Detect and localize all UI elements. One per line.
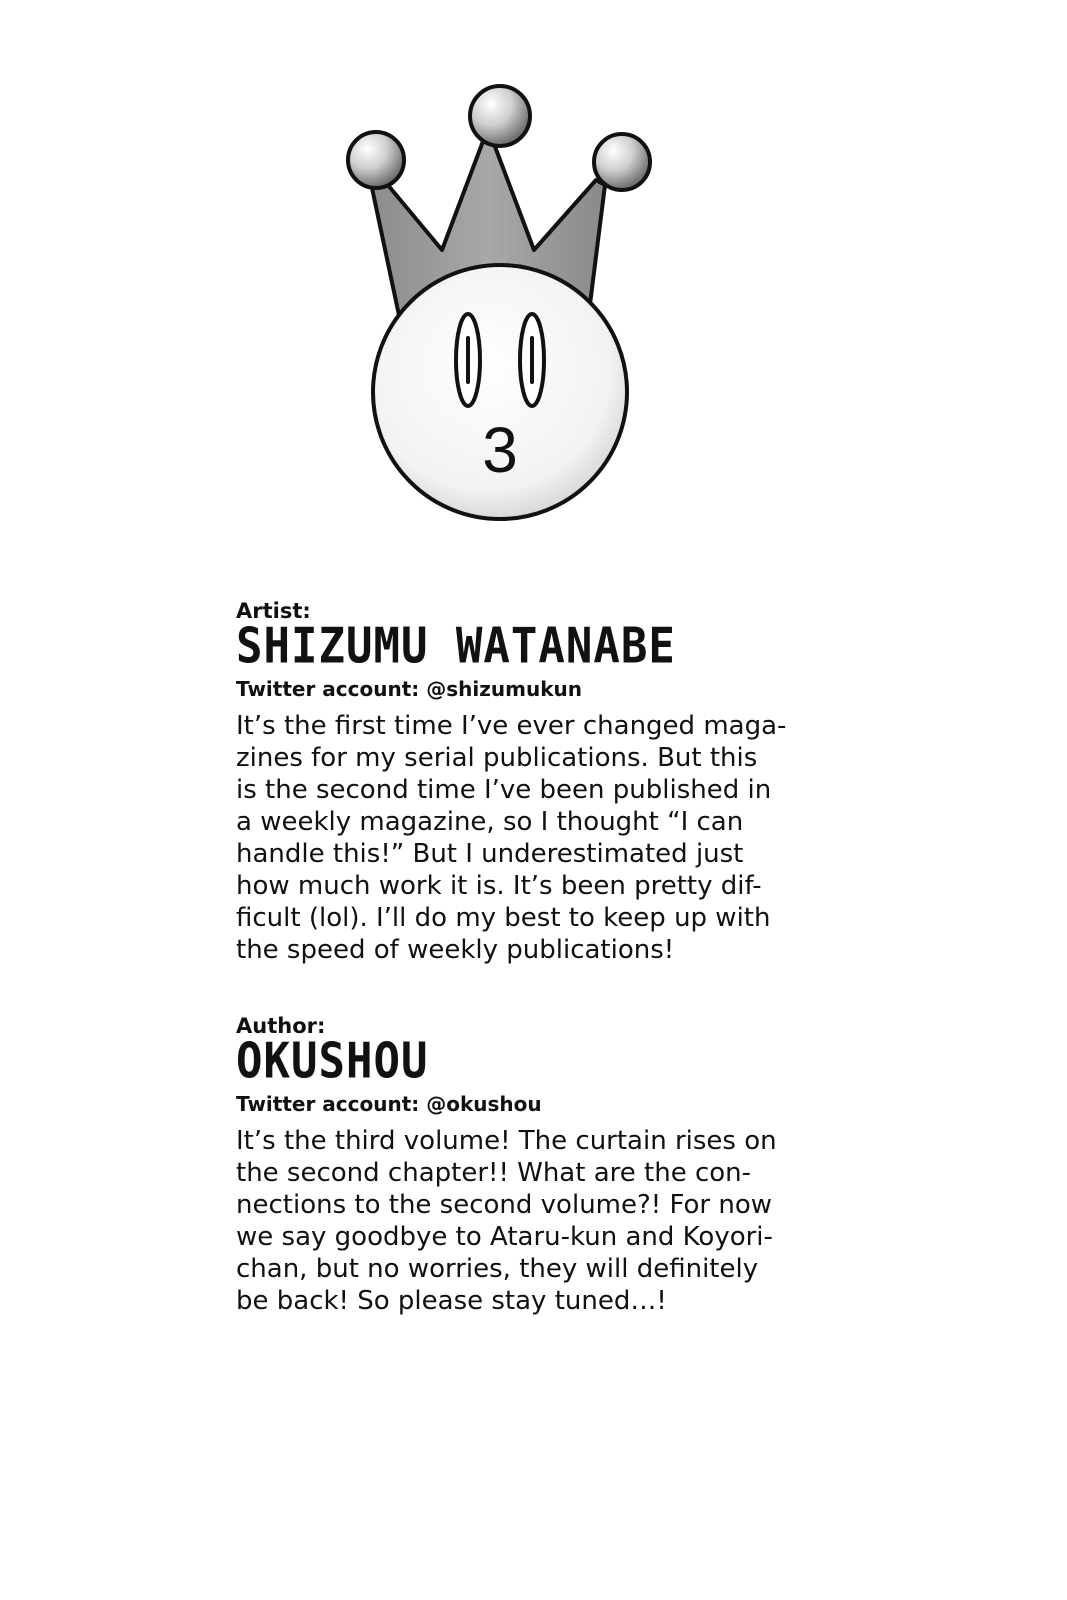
- author-blurb-line: nections to the second volume?! For now: [236, 1190, 773, 1220]
- author-blurb-line: chan, but no worries, they will definitely: [236, 1254, 759, 1284]
- crown-orb-right: [594, 134, 650, 190]
- author-blurb-line: the second chapter!! What are the con-: [236, 1158, 752, 1188]
- crown-orb-left: [348, 132, 404, 188]
- artist-section: [236, 598, 796, 966]
- artist-blurb-line: It’s the first time I’ve ever changed maga-: [236, 711, 787, 741]
- artist-blurb: [236, 710, 796, 966]
- artist-twitter-account: Twitter account: @shizumukun: [236, 677, 582, 701]
- crowned-ball-mascot-icon: [320, 70, 680, 540]
- artist-blurb-line: is the second time I’ve been published in: [236, 775, 772, 805]
- artist-blurb-line: zines for my serial publications. But this: [236, 743, 758, 773]
- crown-orb-center: [470, 86, 530, 146]
- artist-blurb-line: how much work it is. It’s been pretty dif-: [236, 871, 762, 901]
- artist-blurb-line: the speed of weekly publications!: [236, 935, 675, 965]
- author-blurb-line: be back! So please stay tuned…!: [236, 1286, 667, 1316]
- artist-blurb-line: a weekly magazine, so I thought “I can: [236, 807, 744, 837]
- artist-blurb-line: ficult (lol). I’ll do my best to keep up with: [236, 903, 771, 933]
- author-name: OKUSHOU: [236, 1032, 429, 1090]
- artist-role-label: Artist:: [236, 599, 311, 623]
- artist-blurb-line: handle this!” But I underestimated just: [236, 839, 744, 869]
- author-twitter-account: Twitter account: @okushou: [236, 1092, 542, 1116]
- author-blurb: [236, 1125, 796, 1317]
- author-blurb-line: we say goodbye to Ataru-kun and Koyori-: [236, 1222, 773, 1252]
- artist-name: SHIZUMU WATANABE: [236, 617, 676, 675]
- volume-number: 3: [482, 414, 518, 486]
- author-blurb-line: It’s the third volume! The curtain rises on: [236, 1126, 777, 1156]
- mascot-illustration: [320, 70, 680, 540]
- author-role-label: Author:: [236, 1014, 326, 1038]
- author-section: [236, 1013, 796, 1317]
